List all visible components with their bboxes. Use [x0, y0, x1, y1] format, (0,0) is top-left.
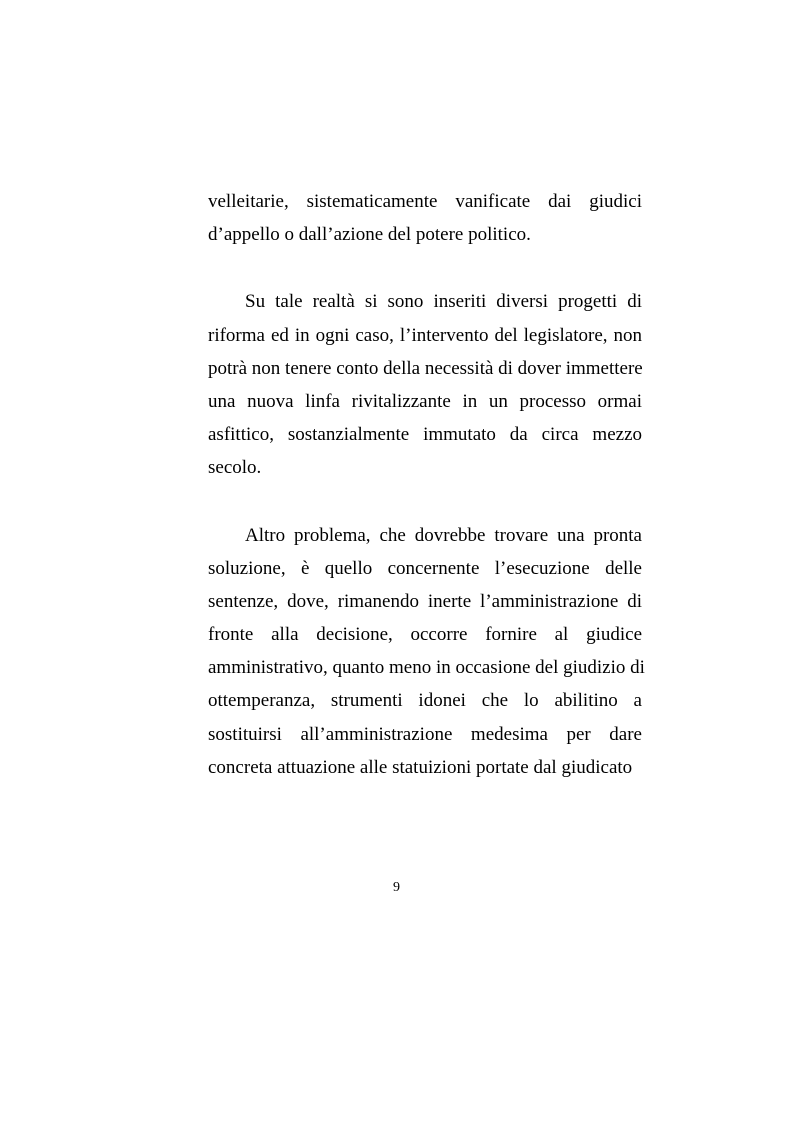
text-line: Su tale realtà si sono inseriti diversi progetti di [245, 291, 642, 313]
text-line: sentenze, dove, rimanendo inerte l’amministrazione di [208, 590, 642, 612]
text-line: amministrativo, quanto meno in occasione del giudizio di [208, 657, 645, 679]
text-line: sostituirsi all’amministrazione medesima per dare [208, 723, 642, 745]
text-line: ottemperanza, strumenti idonei che lo abilitino a [208, 690, 642, 712]
page-number-value: 9 [393, 880, 400, 895]
paragraph-2 [208, 285, 642, 484]
text-line: d’appello o dall’azione del potere politico. [208, 224, 531, 246]
text-line: velleitarie, sistematicamente vanificate dai giudici [208, 191, 642, 212]
text-line: Altro problema, che dovrebbe trovare una pronta [245, 524, 642, 546]
text-line: soluzione, è quello concernente l’esecuzione delle [208, 557, 642, 579]
text-line: una nuova linfa rivitalizzante in un processo ormai [208, 390, 642, 412]
page-number [0, 878, 793, 898]
text-line: potrà non tenere conto della necessità di dover immettere [208, 357, 643, 379]
paragraph-3 [208, 519, 645, 785]
text-line: fronte alla decisione, occorre fornire al giudice [208, 624, 642, 646]
paragraph-1 [208, 185, 642, 251]
text-line: riforma ed in ogni caso, l’intervento del legislatore, non [208, 324, 642, 346]
text-line: secolo. [208, 457, 262, 479]
body-text [208, 185, 645, 784]
text-line: asfittico, sostanzialmente immutato da circa mezzo [208, 424, 642, 446]
text-line: concreta attuazione alle statuizioni portate dal giudicato [208, 756, 633, 778]
